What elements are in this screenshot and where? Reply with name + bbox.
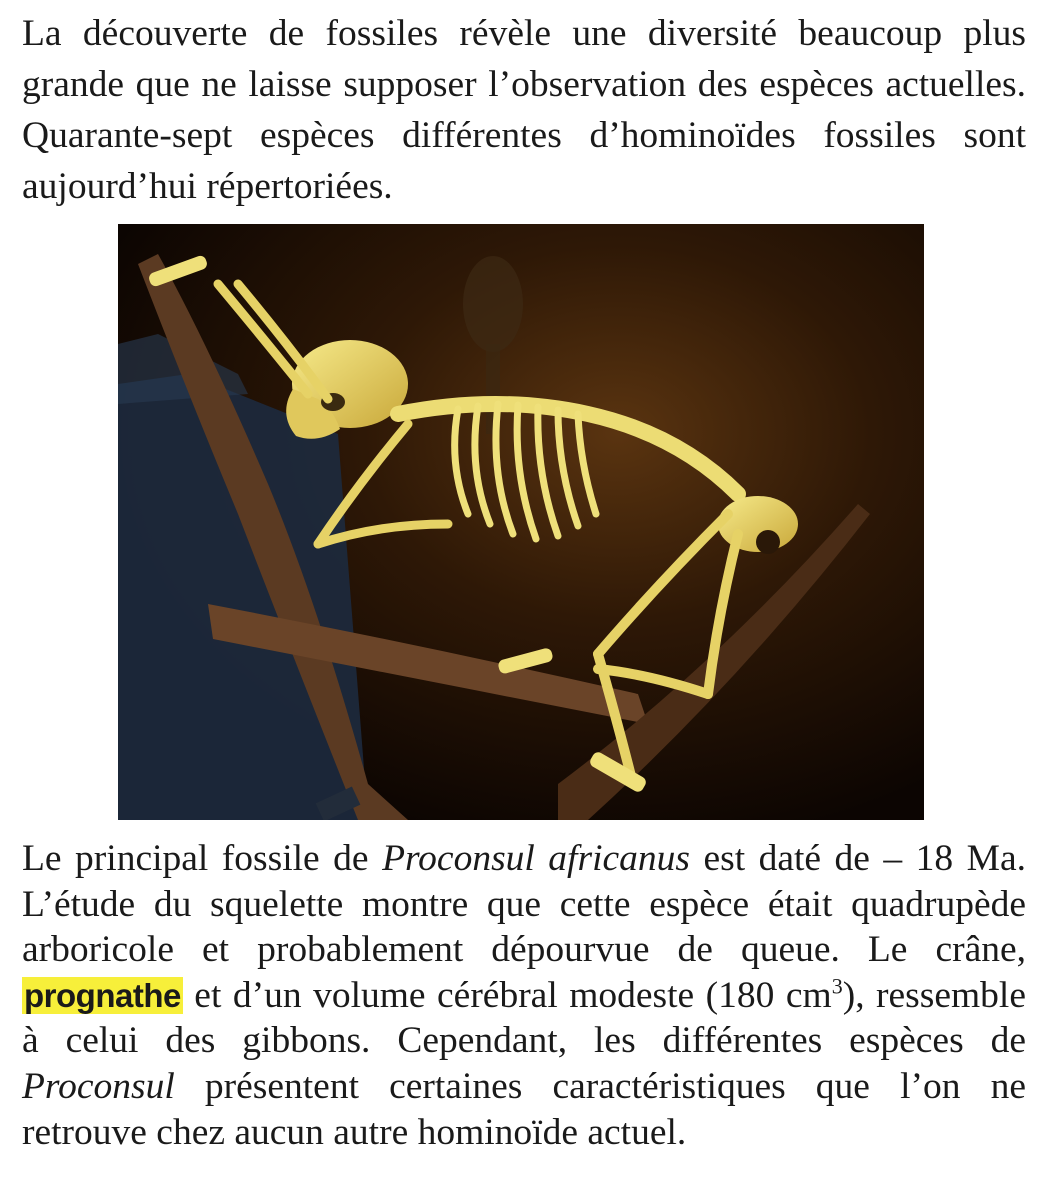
- highlighted-term: prognathe: [24, 976, 181, 1014]
- species-name: Proconsul africanus: [382, 838, 690, 879]
- caption-text-3: et d’un volume cérébral modeste (180 cm: [182, 974, 832, 1016]
- proconsul-skeleton-photo: [118, 224, 924, 820]
- caption-text-4: ), ressemble à celui des gibbons. Cependant, les différentes espèces de: [22, 974, 1026, 1062]
- intro-paragraph: La découverte de fossiles révèle une diversité beaucoup plus grande que ne laisse supposer l’observation des espèces actuelles. Quarante-sept espèces différentes d’hominoïdes fossiles sont aujourd’hui répertoriées.: [22, 13, 1026, 207]
- caption-text-2: est daté de – 18 Ma. L’étude du squelette montre que cette espèce était quadrupède arboricole et probablement dépourvue de queue. Le crâne,: [22, 838, 1026, 971]
- caption-paragraph: [22, 836, 1026, 1155]
- genus-name: Proconsul: [22, 1065, 175, 1107]
- caption-text-5: présentent certaines caractéristiques que l’on ne retrouve chez aucun autre hominoïde actuel.: [22, 1065, 1026, 1153]
- caption-text-1: Le principal fossile de: [22, 838, 383, 879]
- skeleton-illustration: [118, 224, 924, 820]
- superscript-exponent: 3: [831, 973, 843, 999]
